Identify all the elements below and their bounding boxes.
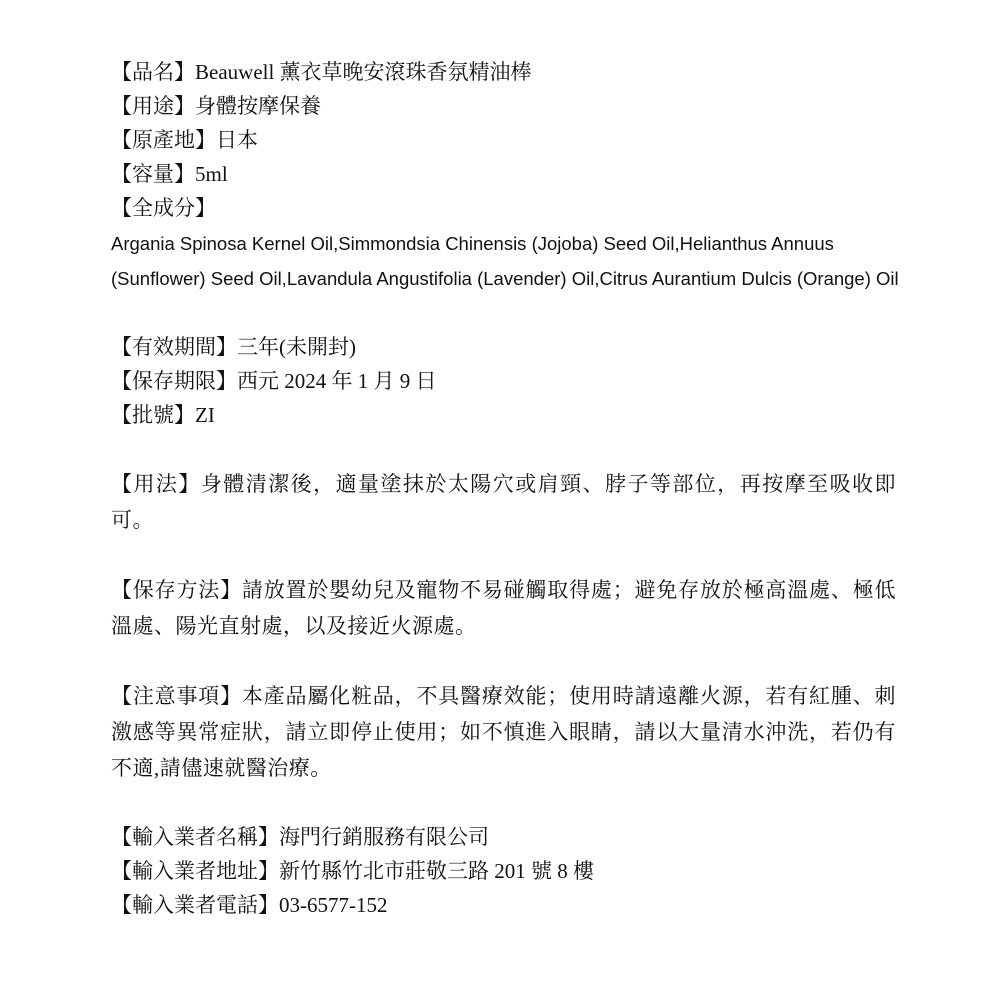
spacer xyxy=(111,432,901,466)
product-name-row xyxy=(111,55,901,89)
ingredients-label: 【全成分】 xyxy=(111,196,216,220)
validity-value: 三年(未開封) xyxy=(237,335,356,359)
importer-phone-row xyxy=(111,888,901,922)
precautions-value: 本產品屬化粧品，不具醫療效能；使用時請遠離火源，若有紅腫、刺激感等異常症狀，請立即停止使用；如不慎進入眼睛，請以大量清水沖洗，若仍有不適,請儘速就醫治療。 xyxy=(111,684,897,780)
storage-paragraph xyxy=(111,572,896,644)
product-label-document xyxy=(111,55,901,922)
capacity-label: 【容量】 xyxy=(111,162,195,186)
spacer xyxy=(111,538,901,572)
directions-paragraph xyxy=(111,466,896,538)
expiry-label: 【保存期限】 xyxy=(111,369,237,393)
importer-phone-label: 【輸入業者電話】 xyxy=(111,893,279,917)
origin-value: 日本 xyxy=(216,128,258,152)
capacity-value: 5ml xyxy=(195,162,228,186)
importer-address-value: 新竹縣竹北市莊敬三路 201 號 8 樓 xyxy=(279,859,594,883)
importer-name-value: 海門行銷服務有限公司 xyxy=(279,825,489,849)
origin-label: 【原產地】 xyxy=(111,128,216,152)
spacer xyxy=(111,786,901,820)
directions-value: 身體清潔後，適量塗抹於太陽穴或肩頸、脖子等部位，再按摩至吸收即可。 xyxy=(111,472,897,532)
storage-label: 【保存方法】 xyxy=(111,578,242,602)
validity-row xyxy=(111,330,901,364)
ingredients-list: Argania Spinosa Kernel Oil,Simmondsia Chinensis (Jojoba) Seed Oil,Helianthus Annuus (Sunflower) Seed Oil,Lavandula Angustifolia (Lavender) Oil,Citrus Aurantium Dulcis (Orange) Oil xyxy=(111,233,899,289)
storage-value: 請放置於嬰幼兒及寵物不易碰觸取得處；避免存放於極高溫處、極低溫處、陽光直射處，以及接近火源處。 xyxy=(111,578,897,638)
precautions-label: 【注意事項】 xyxy=(111,684,242,708)
usage-purpose-value: 身體按摩保養 xyxy=(195,94,321,118)
capacity-row xyxy=(111,157,901,191)
product-name-label: 【品名】 xyxy=(111,60,195,84)
usage-purpose-label: 【用途】 xyxy=(111,94,195,118)
batch-label: 【批號】 xyxy=(111,403,195,427)
importer-phone-value: 03-6577-152 xyxy=(279,893,388,917)
batch-value: ZI xyxy=(195,403,215,427)
spacer xyxy=(111,296,901,330)
expiry-value: 西元 2024 年 1 月 9 日 xyxy=(237,369,437,393)
origin-row xyxy=(111,123,901,157)
usage-purpose-row xyxy=(111,89,901,123)
importer-name-row xyxy=(111,820,901,854)
importer-address-label: 【輸入業者地址】 xyxy=(111,859,279,883)
product-name-value: Beauwell 薰衣草晚安滾珠香氛精油棒 xyxy=(195,60,532,84)
batch-row xyxy=(111,398,901,432)
precautions-paragraph xyxy=(111,678,896,786)
importer-address-row xyxy=(111,854,901,888)
validity-label: 【有效期間】 xyxy=(111,335,237,359)
expiry-row xyxy=(111,364,901,398)
spacer xyxy=(111,644,901,678)
ingredients-row xyxy=(111,191,901,225)
directions-label: 【用法】 xyxy=(111,472,201,496)
importer-name-label: 【輸入業者名稱】 xyxy=(111,825,279,849)
